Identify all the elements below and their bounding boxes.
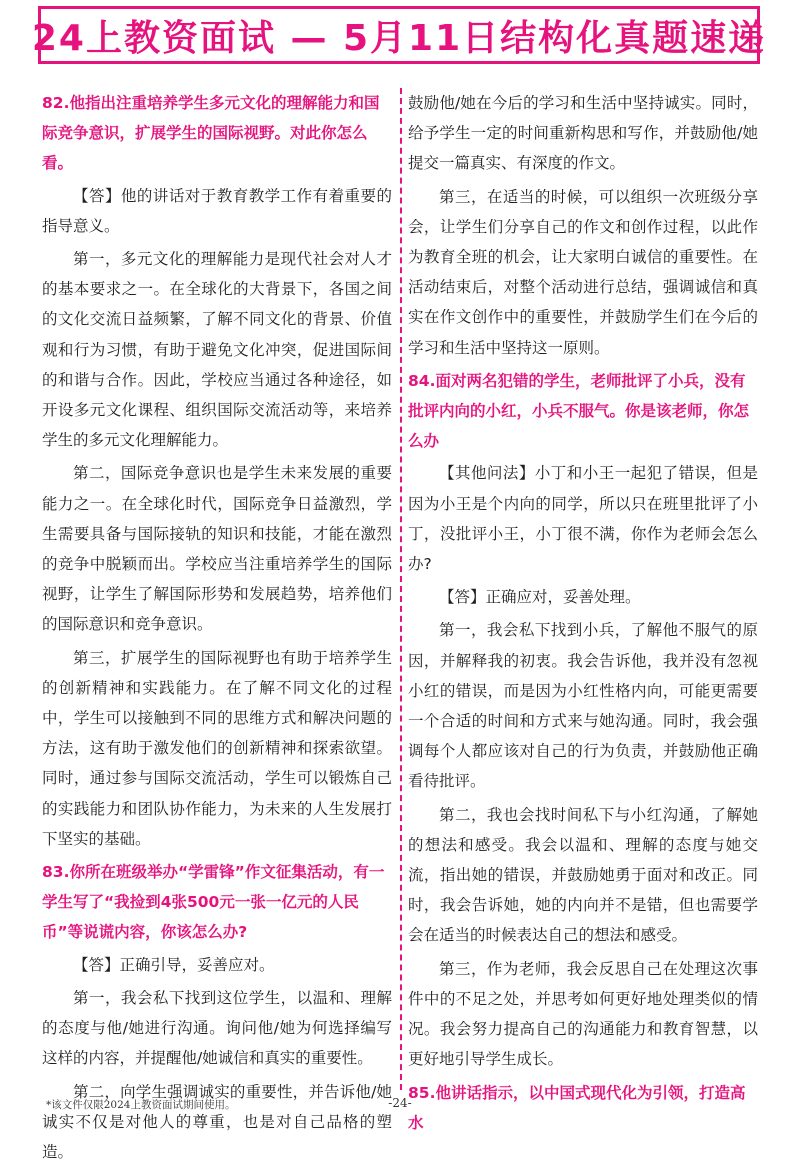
question-heading: 84.面对两名犯错的学生，老师批评了小兵，没有批评内向的小红，小兵不服气。你是该老师，你怎么办 [408,371,750,451]
question-heading: 83.你所在班级举办“学雷锋”作文征集活动，有一学生写了“我捡到4张500元一张一亿元的人民币”等说谎内容，你该怎么办? [42,863,385,942]
answer-paragraph: 第二，向学生强调诚实的重要性，并告诉他/她诚实不仅是对他人的尊重，也是对自己品格的塑造。 [42,1082,392,1161]
answer-paragraph: 第二，我也会找时间私下与小红沟通，了解她的想法和感受。我会以温和、理解的态度与她交流，指出她的错误，并鼓励她勇于面对和改正。同时，我会告诉她，她的内向并不是错，但也需要学会在适当的时候表达自己的想法和感受。 [408,805,758,945]
question-heading: 85.他讲话指示，以中国式现代化为引领，打造高水 [408,1083,746,1132]
left-column [42,88,392,1170]
answer-paragraph: 第二，国际竞争意识也是学生未来发展的重要能力之一。在全球化时代，国际竞争日益激烈，学生需要具备与国际接轨的知识和技能，才能在激烈的竞争中脱颖而出。学校应当注重培养学生的国际视野，让学生了解国际形势和发展趋势，培养他们的国际意识和竞争意识。 [42,464,392,634]
answer-paragraph: 【答】正确应对，妥善处理。 [439,588,641,607]
answer-paragraph: 第三，扩展学生的国际视野也有助于培养学生的创新精神和实践能力。在了解不同文化的过程中，学生可以接触到不同的思维方式和解决问题的方法，这有助于激发他们的创新精神和探索欲望。同时，通过参与国际交流活动，学生可以锻炼自己的实践能力和团队协作能力，为未来的人生发展打下坚实的基础。 [42,648,392,848]
answer-paragraph: 第一，多元文化的理解能力是现代社会对人才的基本要求之一。在全球化的大背景下，各国之间的文化交流日益频繁，了解不同文化的背景、价值观和行为习惯，有助于避免文化冲突，促进国际间的和谐与合作。因此，学校应当通过各种途径，如开设多元文化课程、组织国际交流活动等，来培养学生的多元文化理解能力。 [42,250,392,450]
answer-paragraph: 【答】正确引导，妥善应对。 [73,955,275,974]
question-heading: 82.他指出注重培养学生多元文化的理解能力和国际竞争意识，扩展学生的国际视野。对此你怎么看。 [42,94,380,173]
header-banner [31,6,767,64]
answer-paragraph: 第三，作为老师，我会反思自己在处理这次事件中的不足之处，并思考如何更好地处理类似的情况。我会努力提高自己的沟通能力和教育智慧，以更好地引导学生成长。 [408,959,758,1069]
footer-note: *该文件仅限2024上教资面试期间使用。 [46,1099,236,1111]
answer-paragraph: 第三，在适当的时候，可以组织一次班级分享会，让学生们分享自己的作文和创作过程，以此作为教育全班的机会，让大家明白诚信的重要性。在活动结束后，对整个活动进行总结，强调诚信和真实在作文创作中的重要性，并鼓励学生们在今后的学习和生活中坚持这一原则。 [408,187,758,357]
answer-paragraph: 【其他问法】小丁和小王一起犯了错误，但是因为小王是个内向的同学，所以只在班里批评了小丁，没批评小王，小丁很不满，你作为老师会怎么办? [408,464,758,574]
page-title: 24上教资面试 — 5月11日结构化真题速递 [31,17,767,59]
answer-paragraph: 【答】他的讲话对于教育教学工作有着重要的指导意义。 [42,186,392,235]
column-divider [400,88,402,1090]
answer-paragraph: 鼓励他/她在今后的学习和生活中坚持诚实。同时，给予学生一定的时间重新构思和写作，并鼓励他/她提交一篇真实、有深度的作文。 [408,94,758,173]
right-column [408,88,758,1140]
page-number: -24- [388,1096,412,1110]
answer-paragraph: 第一，我会私下找到这位学生，以温和、理解的态度与他/她进行沟通。询问他/她为何选择编写这样的内容，并提醒他/她诚信和真实的重要性。 [42,988,392,1068]
answer-paragraph: 第一，我会私下找到小兵，了解他不服气的原因，并解释我的初衷。我会告诉他，我并没有忽视小红的错误，而是因为小红性格内向，可能更需要一个合适的时间和方式来与她沟通。同时，我会强调每个人都应该对自己的行为负责，并鼓励他正确看待批评。 [408,621,758,791]
